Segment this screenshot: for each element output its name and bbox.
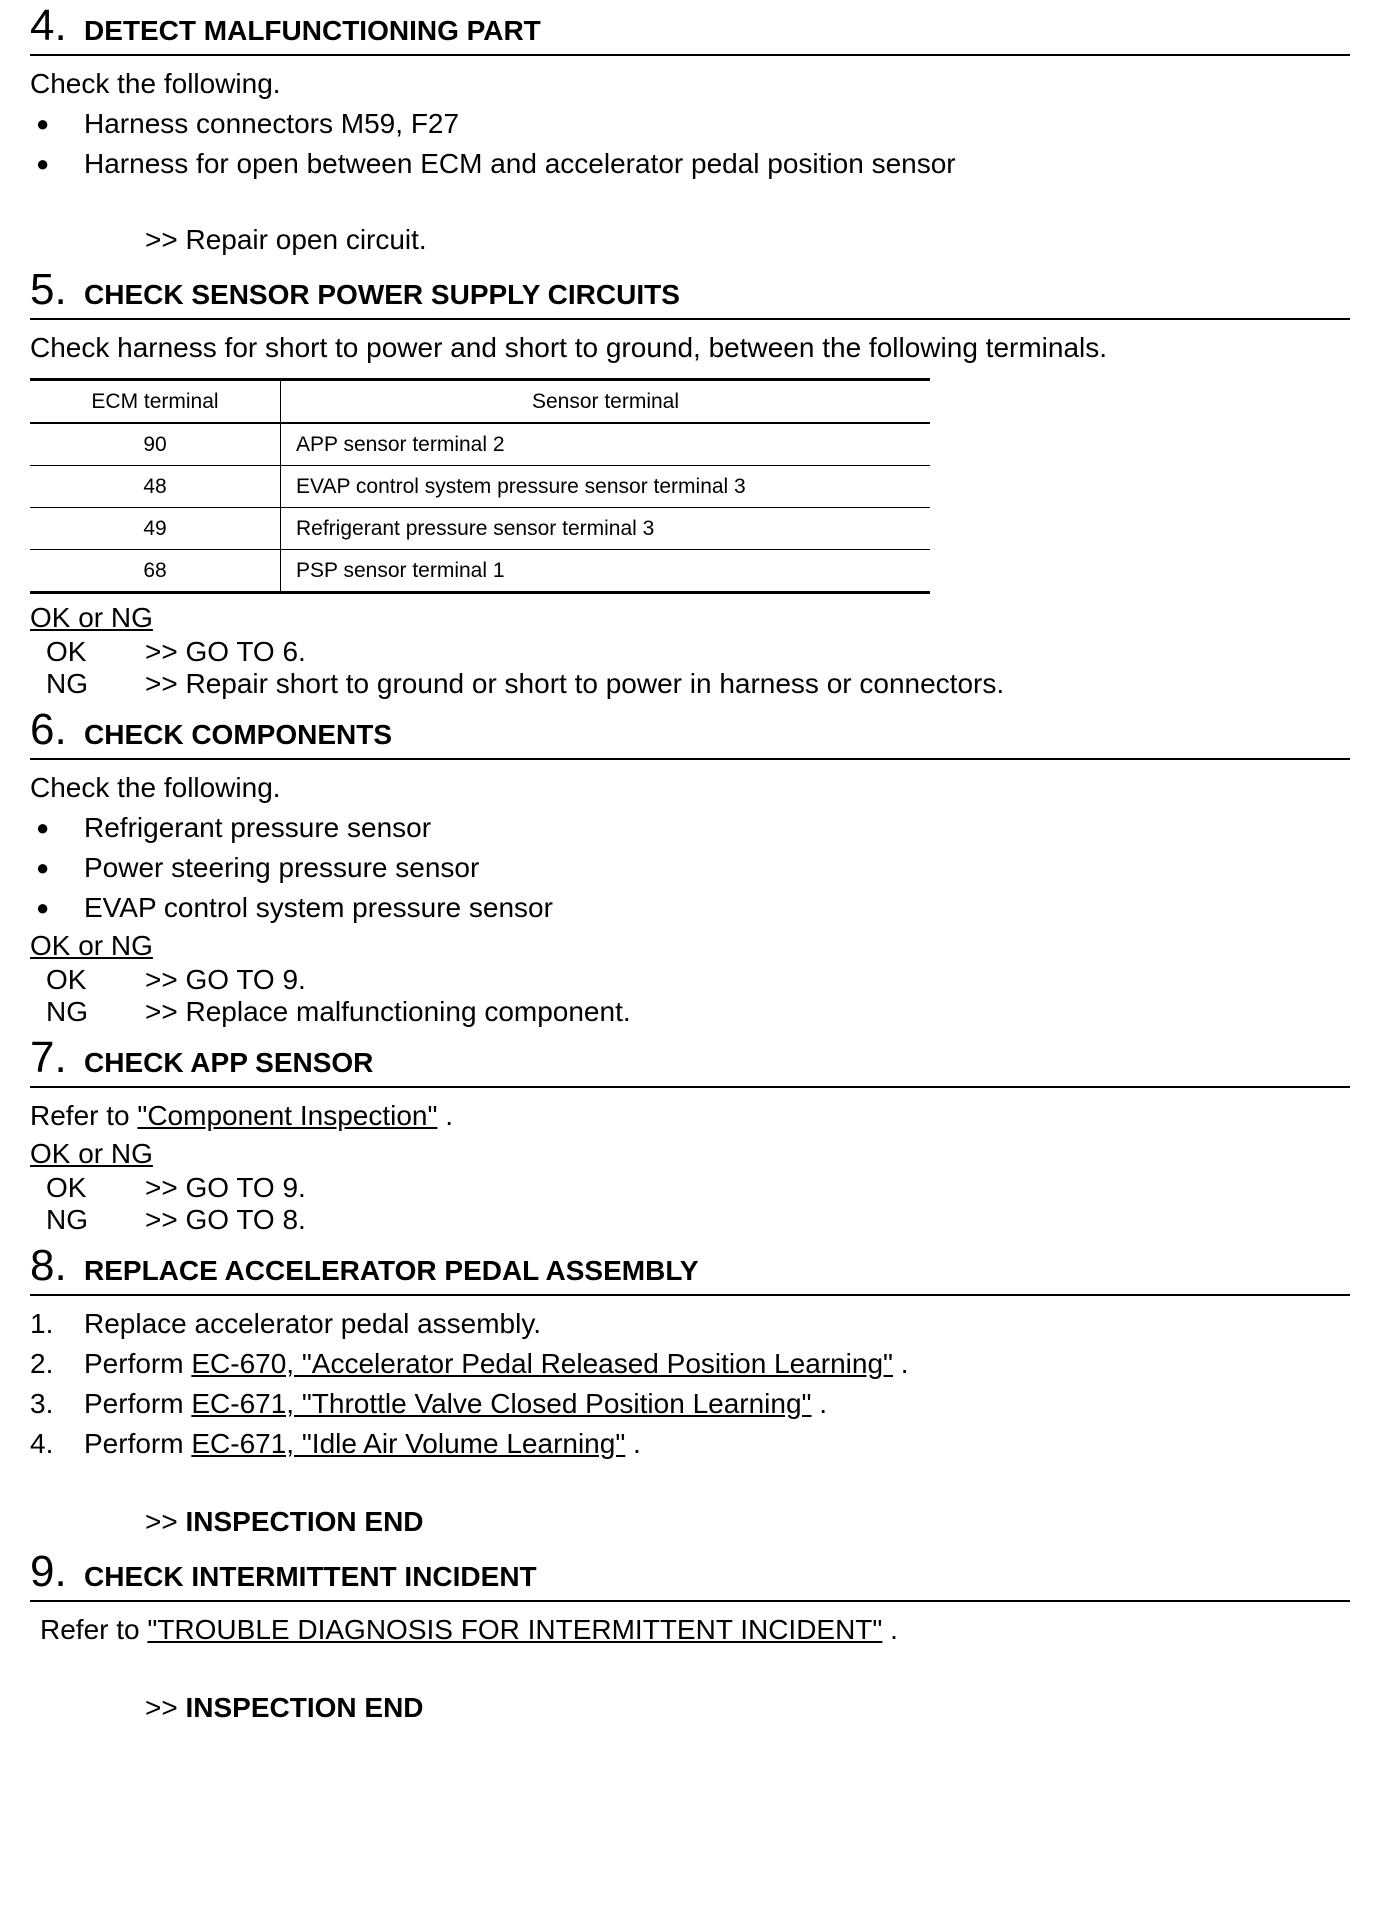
step-number: 7. xyxy=(30,1033,67,1082)
ok-row xyxy=(30,636,1350,668)
step-title: CHECK APP SENSOR xyxy=(84,1047,374,1078)
ok-label: OK xyxy=(46,1172,87,1203)
bullet-icon: ● xyxy=(36,895,50,920)
step-4 xyxy=(30,1,1350,260)
table-row xyxy=(30,508,930,550)
ecm-terminal-cell: 49 xyxy=(30,508,281,550)
ng-row xyxy=(30,996,1350,1028)
ok-action: >> GO TO 9. xyxy=(145,964,306,995)
idle-air-volume-learning-link[interactable]: EC-671, "Idle Air Volume Learning" xyxy=(191,1428,626,1459)
end-text: INSPECTION END xyxy=(185,1692,424,1723)
ng-label: NG xyxy=(46,668,88,699)
bullet-icon: ● xyxy=(36,151,50,176)
bullet-item xyxy=(30,144,1350,184)
ng-label: NG xyxy=(46,1204,88,1235)
table-header-row xyxy=(30,380,930,424)
throttle-valve-learning-link[interactable]: EC-671, "Throttle Valve Closed Position Learning" xyxy=(191,1388,812,1419)
item-number: 3. xyxy=(30,1388,54,1419)
item-prefix: Perform xyxy=(84,1428,192,1459)
column-header-sensor: Sensor terminal xyxy=(281,380,931,424)
item-number: 4. xyxy=(30,1428,54,1459)
procedure-item xyxy=(30,1344,1350,1384)
table-row xyxy=(30,466,930,508)
step-8-header xyxy=(30,1241,1350,1296)
step-number: 4. xyxy=(30,1,67,50)
step-5 xyxy=(30,265,1350,700)
step-4-header xyxy=(30,1,1350,56)
ng-action: >> GO TO 8. xyxy=(145,1204,306,1235)
end-prefix: >> xyxy=(145,1506,186,1537)
ecm-terminal-cell: 68 xyxy=(30,550,281,593)
refer-suffix: . xyxy=(437,1100,454,1131)
refer-prefix: Refer to xyxy=(30,1100,138,1131)
step-7 xyxy=(30,1033,1350,1236)
step-number: 9. xyxy=(30,1547,67,1596)
ok-action: >> GO TO 6. xyxy=(145,636,306,667)
table-row xyxy=(30,550,930,593)
step-6-header xyxy=(30,705,1350,760)
bullet-item xyxy=(30,888,1350,928)
ok-action: >> GO TO 9. xyxy=(145,1172,306,1203)
bullet-text: EVAP control system pressure sensor xyxy=(84,892,553,923)
column-header-ecm: ECM terminal xyxy=(30,380,281,424)
bullet-icon: ● xyxy=(36,111,50,136)
bullet-item xyxy=(30,104,1350,144)
ok-or-ng-title: OK or NG xyxy=(30,930,153,961)
item-text: Replace accelerator pedal assembly. xyxy=(84,1308,542,1339)
item-suffix: . xyxy=(811,1388,828,1419)
step-intro: Check the following. xyxy=(30,68,281,99)
step-9-header xyxy=(30,1547,1350,1602)
step-7-header xyxy=(30,1033,1350,1088)
end-prefix: >> xyxy=(145,1692,186,1723)
step-8 xyxy=(30,1241,1350,1542)
ng-row xyxy=(30,668,1350,700)
ecm-terminal-cell: 48 xyxy=(30,466,281,508)
ecm-terminal-cell: 90 xyxy=(30,423,281,466)
item-prefix: Perform xyxy=(84,1388,192,1419)
ok-row xyxy=(30,1172,1350,1204)
item-number: 2. xyxy=(30,1348,54,1379)
step-intro: Check the following. xyxy=(30,772,281,803)
ng-action: >> Repair short to ground or short to power in harness or connectors. xyxy=(145,668,1005,699)
item-prefix: Perform xyxy=(84,1348,192,1379)
inspection-end xyxy=(30,1688,1350,1728)
ng-row xyxy=(30,1204,1350,1236)
table-row xyxy=(30,423,930,466)
bullet-icon: ● xyxy=(36,855,50,880)
bullet-text: Power steering pressure sensor xyxy=(84,852,480,883)
ok-label: OK xyxy=(46,636,87,667)
item-suffix: . xyxy=(625,1428,641,1459)
sensor-terminal-cell: Refrigerant pressure sensor terminal 3 xyxy=(281,508,931,550)
step-title: CHECK SENSOR POWER SUPPLY CIRCUITS xyxy=(84,279,680,310)
step-intro: Check harness for short to power and short to ground, between the following terminals. xyxy=(30,332,1108,363)
step-number: 5. xyxy=(30,265,67,314)
step-title: CHECK COMPONENTS xyxy=(84,719,393,750)
ok-label: OK xyxy=(46,964,87,995)
bullet-text: Harness connectors M59, F27 xyxy=(84,108,460,139)
bullet-item xyxy=(30,808,1350,848)
item-number: 1. xyxy=(30,1308,54,1339)
sensor-terminal-cell: PSP sensor terminal 1 xyxy=(281,550,931,593)
step-6 xyxy=(30,705,1350,1028)
document-page xyxy=(30,0,1350,1728)
sensor-terminal-cell: EVAP control system pressure sensor terminal 3 xyxy=(281,466,931,508)
component-inspection-link[interactable]: "Component Inspection" xyxy=(137,1100,438,1131)
pedal-released-learning-link[interactable]: EC-670, "Accelerator Pedal Released Position Learning" xyxy=(191,1348,893,1379)
refer-line xyxy=(30,1610,1350,1650)
step-5-header xyxy=(30,265,1350,320)
ng-label: NG xyxy=(46,996,88,1027)
procedure-item xyxy=(30,1384,1350,1424)
refer-suffix: . xyxy=(882,1614,898,1645)
refer-prefix: Refer to xyxy=(40,1614,148,1645)
bullet-text: Harness for open between ECM and accelerator pedal position sensor xyxy=(84,148,956,179)
ok-row xyxy=(30,964,1350,996)
procedure-item xyxy=(30,1304,1350,1344)
ng-action: >> Replace malfunctioning component. xyxy=(145,996,631,1027)
ok-or-ng-title: OK or NG xyxy=(30,1138,153,1169)
step-title: REPLACE ACCELERATOR PEDAL ASSEMBLY xyxy=(84,1255,699,1286)
end-text: INSPECTION END xyxy=(185,1506,424,1537)
bullet-text: Refrigerant pressure sensor xyxy=(84,812,432,843)
step-title: DETECT MALFUNCTIONING PART xyxy=(84,15,541,46)
refer-line xyxy=(30,1096,1350,1136)
step-result: >> Repair open circuit. xyxy=(145,224,427,255)
item-suffix: . xyxy=(892,1348,909,1379)
procedure-item xyxy=(30,1424,1350,1464)
bullet-icon: ● xyxy=(36,815,50,840)
step-number: 8. xyxy=(30,1241,67,1290)
sensor-terminal-cell: APP sensor terminal 2 xyxy=(281,423,931,466)
intermittent-incident-link[interactable]: "TROUBLE DIAGNOSIS FOR INTERMITTENT INCIDENT" xyxy=(147,1614,883,1645)
ok-or-ng-title: OK or NG xyxy=(30,602,153,633)
step-9 xyxy=(30,1547,1350,1728)
bullet-item xyxy=(30,848,1350,888)
inspection-end xyxy=(30,1502,1350,1542)
step-number: 6. xyxy=(30,705,67,754)
terminal-table xyxy=(30,378,930,594)
step-title: CHECK INTERMITTENT INCIDENT xyxy=(84,1561,537,1592)
